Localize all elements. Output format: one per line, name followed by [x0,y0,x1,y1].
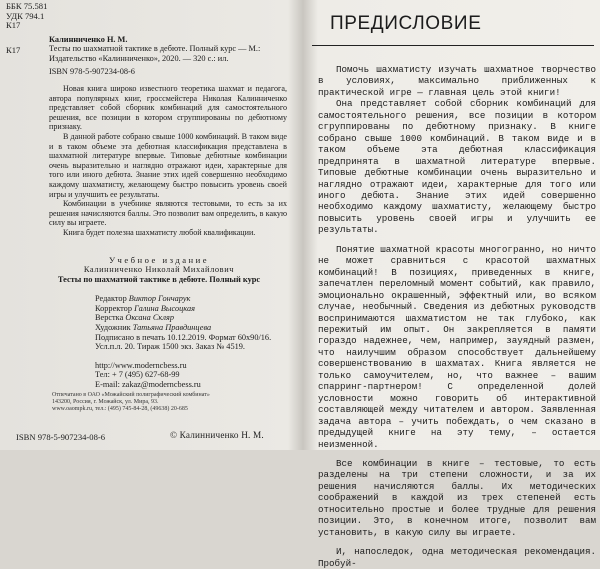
publisher-contacts [95,361,201,389]
email: E-mail: zakaz@moderncbess.ru [95,379,201,389]
preface-paragraph: Помочь шахматисту изучать шахматное творчество в условиях, максимально приближенных к практической игре — главная цель этой книги! [318,64,596,98]
author-full-name: Калинниченко Николай Михайлович [83,265,235,274]
book-title: Тесты по шахматной тактике в дебюте. Полный курс [57,275,261,284]
preface-paragraph: Понятие шахматной красоты многогранно, но ничто не может сравниться с красотой шахматных комбинаций! В позициях, приведенных в книге, запечатлен переломный момент событий, как правило, эмоционально окрашенный, эффектный или, во всяком случае, необычный. Сведения из дебютных руководств воспринимаются шахматистом не так глубоко, как пережитый им опыт. Он закрепляется в памяти гораздо надежнее, чем, например, зауядный размен, что наилучшим образом способствует дальнейшему совершенствованию в шахматах. Книга является не только самоучителем, но, что важнее – вашим спарринг-партнером! С определенной долей условности можно говорить об интерактивной составляющей между читателем и автором. Заявленная задача автора – учить побеждать, о чем сказано в предыдущей книге на эту тему, – остается неизменной. [318,243,596,450]
right-page-preface [304,0,600,569]
annotation-paragraph: В данной работе собрано свыше 1000 комбинаций. В таком виде и в таком объеме эта дебютная классификация представлена в шахматной литературе впервые. Типовые дебютные комбинации очень выразительно и наглядно отражают идеи, характерные для того или иного дебюта. Знание этих идей совершенно необходимо каждому шахматисту, желающему быстро повысить уровень своей игры и улучшить ее результаты. [49,131,287,199]
printer-line: 143200, Россия, г. Можайск, ул. Мира, 93. [52,399,159,405]
staff-list [95,294,211,332]
preface-paragraph: Все комбинации в книге – тестовые, то есть разделены на три степени сложности, и за их решения начисляются баллы. Их методических соображений в каждой из трех степеней есть относительно простые и более трудные для решения позиции. Это, в конечном итоге, позволит вам установить, в какую силу вы играете. [318,457,596,538]
phone: Тел: + 7 (495) 627-68-99 [95,370,180,380]
title-line: Тесты по шахматной тактике в дебюте. Полный курс — М.: Издательство «Калинниченко», 2020. — 320 с.: ил. [49,44,261,63]
bbk-code: ББК 75.581 [6,1,48,11]
staff-proofreader: Корректор Галина Высоцкая [95,303,195,313]
left-page-imprint [0,0,300,450]
preface-paragraph: И, напоследок, одна методическая рекомендация. Пробуй- [318,546,596,569]
printer-info [52,392,252,413]
edition-type: Учебное издание [108,255,210,265]
heading-rule [312,45,594,46]
printer-line: www.oaompk.ru, тел.: (495) 745-84-28, (49638) 20-685 [52,406,188,412]
annotation [49,84,287,238]
preface-body [318,64,596,569]
bibliographic-record [49,35,287,77]
edition-block [28,255,290,285]
copyright: © Калинниченко Н. М. [170,430,264,440]
classification-codes [6,2,47,31]
print-line: Подписано в печать 10.12.2019. Формат 60х90/16. [95,333,272,342]
udk-code: УДК 794.1 [6,10,45,21]
website: http://www.moderncbess.ru [95,361,187,370]
author-mark: К17 [6,20,21,31]
print-line: Усл.п.л. 20. Тираж 1500 экз. Заказ № 4519. [95,342,245,352]
preface-paragraph: Она представляет собой сборник комбинаций для самостоятельного решения, все позиции в котором сгруппированы по дебютному признаку. В книге собрано свыше 1000 комбинаций. В таком виде и в таком объеме эта дебютная классификация предпринята в шахматной литературе впервые. Типовые дебютные комбинации очень выразительно и наглядно отражают идеи, характерные для того или иного дебюта. Знание этих идей совершенно необходимо каждому шахматисту, желающему быстро повысить уровень своей игры и улучшить ее результаты. [318,98,596,236]
isbn-bottom: ISBN 978-5-907234-08-6 [16,432,106,442]
annotation-paragraph: Книга будет полезна шахматисту любой квалификации. [63,227,256,237]
annotation-paragraph: Новая книга широко известного теоретика шахмат и педагога, автора популярных книг, гроссмейстера Николая Калинниченко представляет собой сборник комбинаций для самостоятельного решения, все позиции в котором сгруппированы по дебютному признаку. [49,84,287,132]
staff-editor: Редактор Виктор Гончарук [95,294,191,303]
isbn-top: ISBN 978-5-907234-08-6 [49,67,135,77]
printer-line: Отпечатано в ОАО «Можайский полиграфический комбинат» [52,392,210,398]
staff-artist: Художник Татьяна Правдинцева [95,322,212,332]
author-line: Калинниченко Н. М. [49,35,128,44]
print-details [95,333,271,352]
author-mark-side: К17 [6,45,21,55]
staff-layout: Верстка Оксана Скляр [95,313,175,323]
annotation-paragraph: Комбинации в учебнике являются тестовыми, то есть за их решения начисляются баллы. Это позволит вам определить, в какую силу вы играете. [49,199,287,228]
preface-heading: ПРЕДИСЛОВИЕ [330,13,482,34]
